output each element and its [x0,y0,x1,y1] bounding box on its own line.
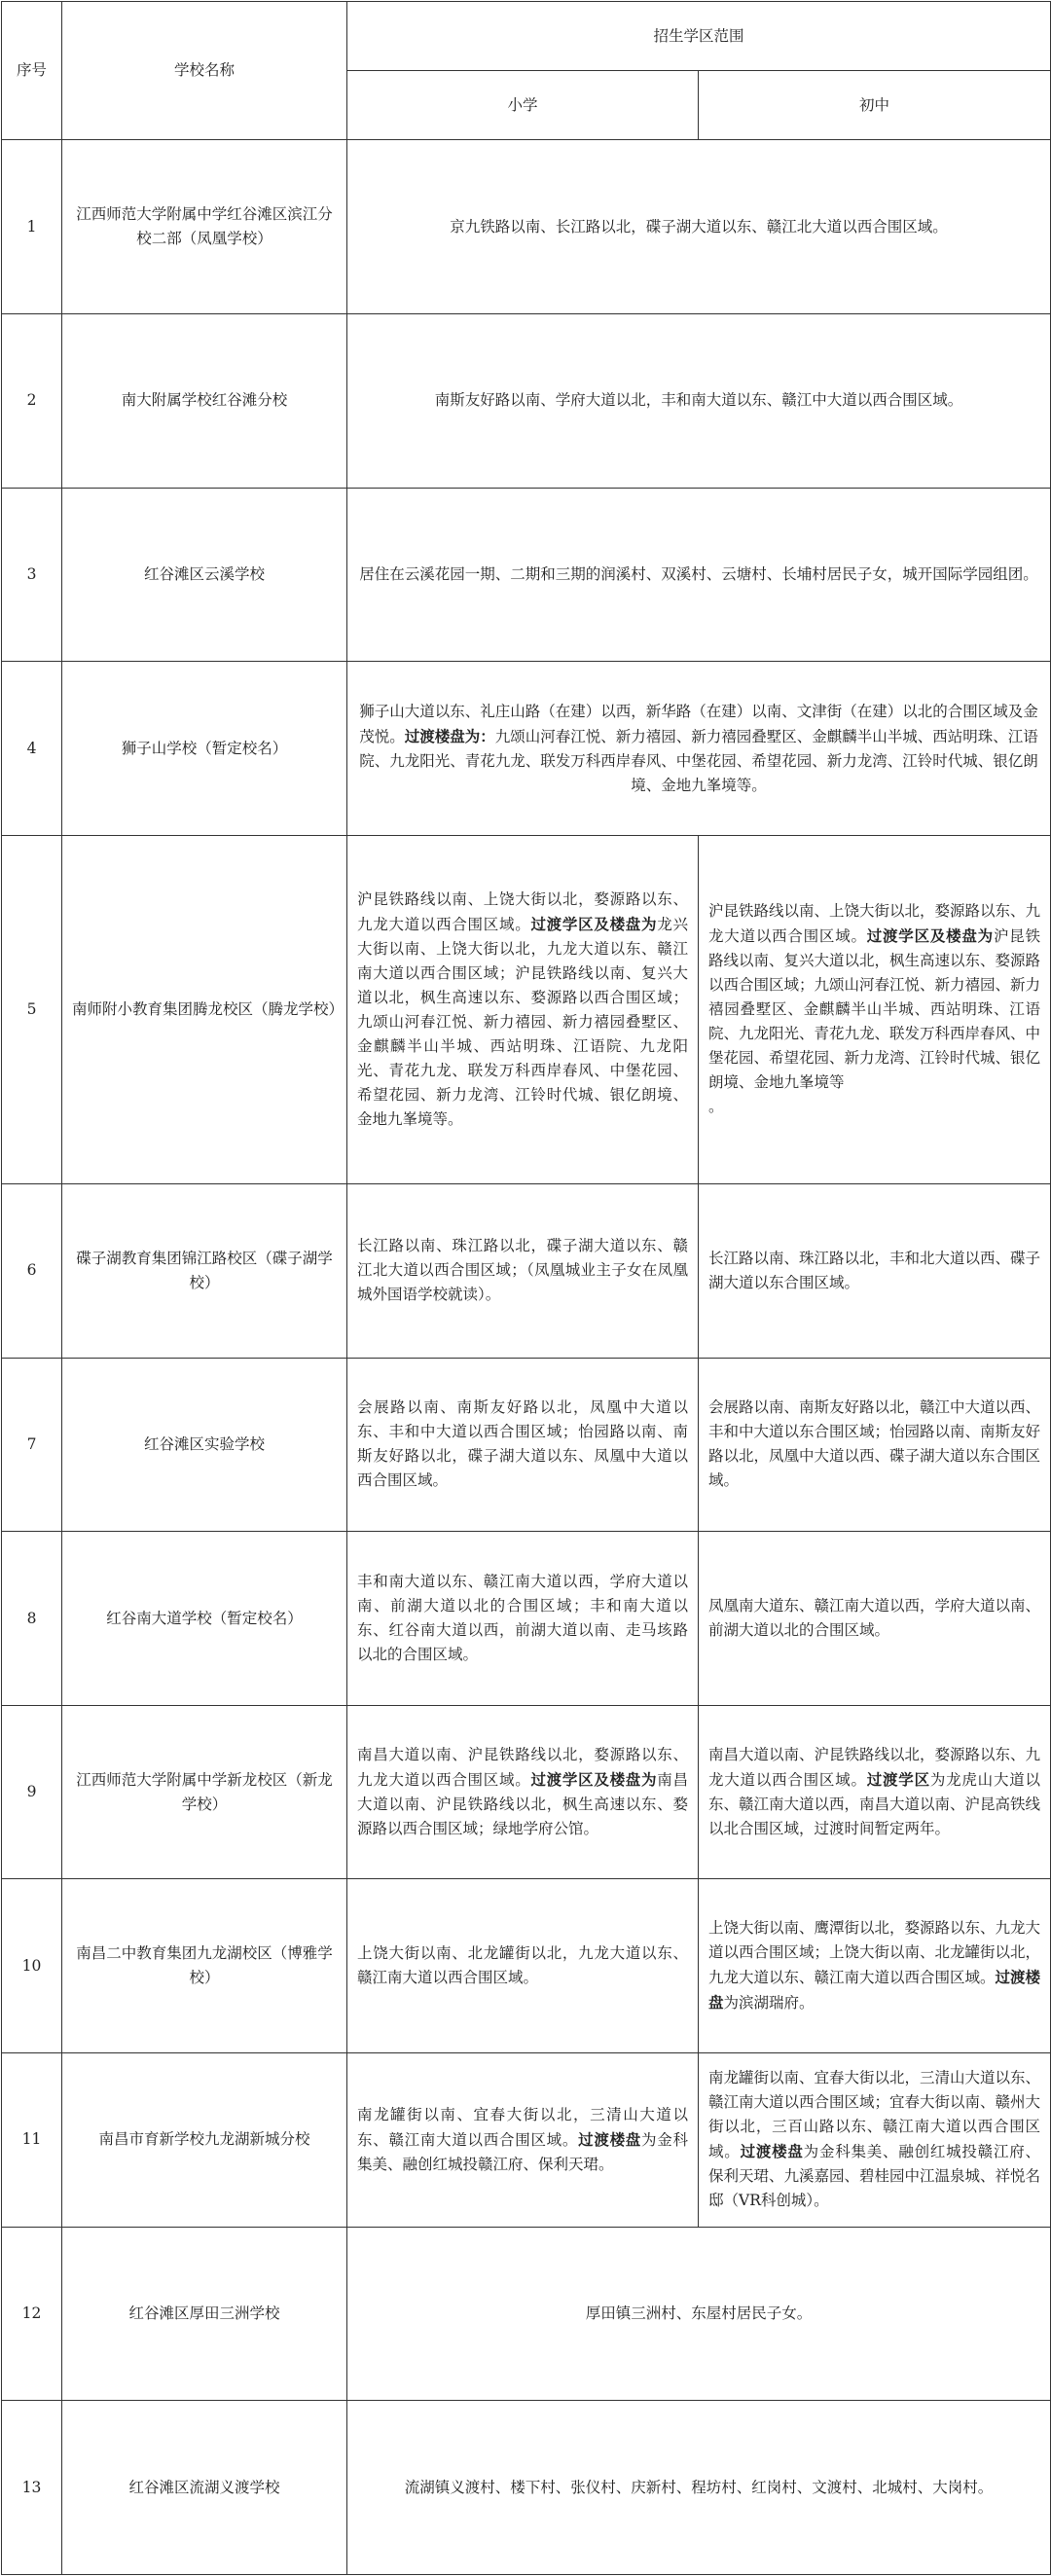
table-row [2,835,1051,1183]
school-name: 南师附小教育集团腾龙校区（腾龙学校） [62,835,347,1183]
table-row [2,140,1051,314]
middle-range [699,2053,1051,2228]
row-number: 12 [2,2227,62,2401]
table-row [2,2227,1051,2401]
middle-range [699,1705,1051,1879]
transition-estates: 为金科集美、融创红城投赣江府、保利天珺、九溪嘉园、碧桂园中江温泉城、祥悦名邸（VR科创城）。 [708,2143,1041,2210]
school-name: 狮子山学校（暂定校名） [62,662,347,836]
school-name: 江西师范大学附属中学红谷滩区滨江分校二部（凤凰学校） [62,140,347,314]
middle-range [699,835,1051,1183]
school-name: 红谷滩区实验学校 [62,1358,347,1532]
transition-label: 过渡学区 [866,1770,930,1790]
trailing-mark: 。 [708,1098,724,1116]
primary-range: 上饶大街以南、北龙罐街以北，九龙大道以东、赣江南大道以西合围区域。 [347,1879,699,2053]
district-range: 厚田镇三洲村、东屋村居民子女。 [347,2227,1051,2401]
middle-range: 凤凰南大道东、赣江南大道以西，学府大道以南、前湖大道以北的合围区域。 [699,1532,1051,1706]
row-number: 7 [2,1358,62,1532]
school-name: 南昌市育新学校九龙湖新城分校 [62,2053,347,2228]
middle-range-main: 沪昆铁路线以南、上饶大街以北，婺源路以东、九龙大道以西合围区域。 [708,902,1041,946]
middle-range: 长江路以南、珠江路以北，丰和北大道以西、碟子湖大道以东合围区域。 [699,1184,1051,1359]
district-range-main: 狮子山大道以东、礼庄山路（在建）以西，新华路（在建）以南、文津街（在建）以北的合围区域及金茂悦。 [359,702,1038,745]
school-name: 红谷滩区厚田三洲学校 [62,2227,347,2401]
row-number: 9 [2,1705,62,1879]
row-number: 10 [2,1879,62,2053]
transition-estates: 为金科集美、融创红城投赣江府、保利天珺。 [357,2130,688,2173]
transition-estates: 南昌大道以南、沪昆铁路线以北，枫生高速以东、婺源路以西合围区域；绿地学府公馆。 [357,1771,688,1838]
transition-estates: 九颂山河春江悦、新力禧园、新力禧园叠墅区、金麒麟半山半城、西站明珠、江语院、九龙阳光、青花九龙、联发万科西岸春风、中堡花园、希望花园、新力龙湾、江铃时代城、银亿朗境、金地九峯境等。 [359,727,1038,794]
school-name: 南大附属学校红谷滩分校 [62,314,347,489]
primary-range: 丰和南大道以东、赣江南大道以西，学府大道以南、前湖大道以北的合围区域；丰和南大道以东、红谷南大道以西，前湖大道以南、走马垓路以北的合围区域。 [347,1532,699,1706]
table-row [2,2053,1051,2228]
enrollment-district-table [1,1,1051,2575]
district-range: 居住在云溪花园一期、二期和三期的润溪村、双溪村、云塘村、长埔村居民子女，城开国际学园组团。 [347,488,1051,662]
row-number: 6 [2,1184,62,1359]
row-number: 1 [2,140,62,314]
header-school: 学校名称 [62,2,347,140]
primary-range-main: 南龙罐街以南、宜春大街以北，三清山大道以东、赣江南大道以西合围区域。 [357,2105,688,2149]
transition-estates: 沪昆铁路线以南、复兴大道以北，枫生高速以东、婺源路以西合围区域；九颂山河春江悦、新力禧园、新力禧园叠墅区、金麒麟半山半城、西站明珠、江语院、九龙阳光、青花九龙、联发万科西岸春风、中堡花园、希望花园、新力龙湾、江铃时代城、银亿朗境、金地九峯境等 [708,927,1041,1092]
transition-label: 过渡楼盘 [740,2142,804,2161]
district-range: 流湖镇义渡村、楼下村、张仪村、庆新村、程坊村、红岗村、文渡村、北城村、大岗村。 [347,2401,1051,2575]
header-middle: 初中 [699,71,1051,140]
transition-label: 过渡楼盘 [708,1968,1041,2013]
table-row [2,1184,1051,1359]
school-name: 红谷滩区流湖义渡学校 [62,2401,347,2575]
district-range [347,662,1051,836]
row-number: 2 [2,314,62,489]
primary-range [347,835,699,1183]
district-range: 南斯友好路以南、学府大道以北，丰和南大道以东、赣江中大道以西合围区域。 [347,314,1051,489]
transition-label: 过渡楼盘为： [404,726,495,745]
primary-range [347,1705,699,1879]
middle-range [699,1879,1051,2053]
table-row [2,1532,1051,1706]
row-number: 8 [2,1532,62,1706]
middle-range: 会展路以南、南斯友好路以北，赣江中大道以西、丰和中大道以东合围区域；怡园路以南、南斯友好路以北，凤凰中大道以西、碟子湖大道以东合围区域。 [699,1358,1051,1532]
middle-range-main: 南龙罐街以南、宜春大街以北，三清山大道以东、赣江南大道以西合围区域；宜春大街以南、赣州大街以北，三百山路以东、赣江南大道以西合围区域。 [708,2069,1041,2161]
row-number: 13 [2,2401,62,2575]
table-row [2,662,1051,836]
row-number: 5 [2,835,62,1183]
middle-range-main: 上饶大街以南、鹰潭街以北，婺源路以东、九龙大道以西合围区域；上饶大街以南、北龙罐街以北，九龙大道以东、赣江南大道以西合围区域。 [708,1919,1041,1987]
table-row [2,1879,1051,2053]
table-row [2,1358,1051,1532]
school-name: 碟子湖教育集团锦江路校区（碟子湖学校） [62,1184,347,1359]
primary-range [347,2053,699,2228]
school-name: 红谷南大道学校（暂定校名） [62,1532,347,1706]
primary-range: 会展路以南、南斯友好路以北，凤凰中大道以东、丰和中大道以西合围区域；怡园路以南、南斯友好路以北，碟子湖大道以东、凤凰中大道以西合围区域。 [347,1358,699,1532]
school-name: 南昌二中教育集团九龙湖校区（博雅学校） [62,1879,347,2053]
table-row [2,1705,1051,1879]
primary-range-main: 南昌大道以南、沪昆铁路线以北，婺源路以东、九龙大道以西合围区域。 [357,1746,688,1790]
row-number: 4 [2,662,62,836]
table-row [2,488,1051,662]
header-range: 招生学区范围 [347,2,1051,71]
table-row [2,314,1051,489]
district-range: 京九铁路以南、长江路以北，碟子湖大道以东、赣江北大道以西合围区域。 [347,140,1051,314]
transition-estates: 为龙虎山大道以东、赣江南大道以西，南昌大道以南、沪昆高铁线以北合围区域，过渡时间暂定两年。 [708,1771,1041,1838]
transition-label: 过渡学区及楼盘为 [530,914,658,933]
table-row [2,2401,1051,2575]
school-name: 红谷滩区云溪学校 [62,488,347,662]
header-primary: 小学 [347,71,699,140]
transition-estates: 龙兴大街以南、上饶大街以北，九龙大道以东、赣江南大道以西合围区域；沪昆铁路线以南、复兴大道以北，枫生高速以东、婺源路以西合围区域；九颂山河春江悦、新力禧园、新力禧园叠墅区、金麒麟半山半城、西站明珠、江语院、九龙阳光、青花九龙、联发万科西岸春风、中堡花园、希望花园、新力龙湾、江铃时代城、银亿朗境、金地九峯境等。 [357,915,688,1128]
header-row-1 [2,2,1051,71]
row-number: 3 [2,488,62,662]
primary-range-main: 沪昆铁路线以南、上饶大街以北，婺源路以东、九龙大道以西合围区域。 [357,889,688,933]
transition-label: 过渡学区及楼盘为 [530,1770,658,1790]
transition-estates: 为滨湖瑞府。 [723,1994,815,2013]
header-seq: 序号 [2,2,62,140]
row-number: 11 [2,2053,62,2228]
school-name: 江西师范大学附属中学新龙校区（新龙学校） [62,1705,347,1879]
transition-label: 过渡楼盘 [578,2129,642,2149]
transition-label: 过渡学区及楼盘为 [866,926,994,946]
primary-range: 长江路以南、珠江路以北，碟子湖大道以东、赣江北大道以西合围区域；（凤凰城业主子女在凤凰城外国语学校就读）。 [347,1184,699,1359]
middle-range-main: 南昌大道以南、沪昆铁路线以北，婺源路以东、九龙大道以西合围区域。 [708,1746,1041,1790]
